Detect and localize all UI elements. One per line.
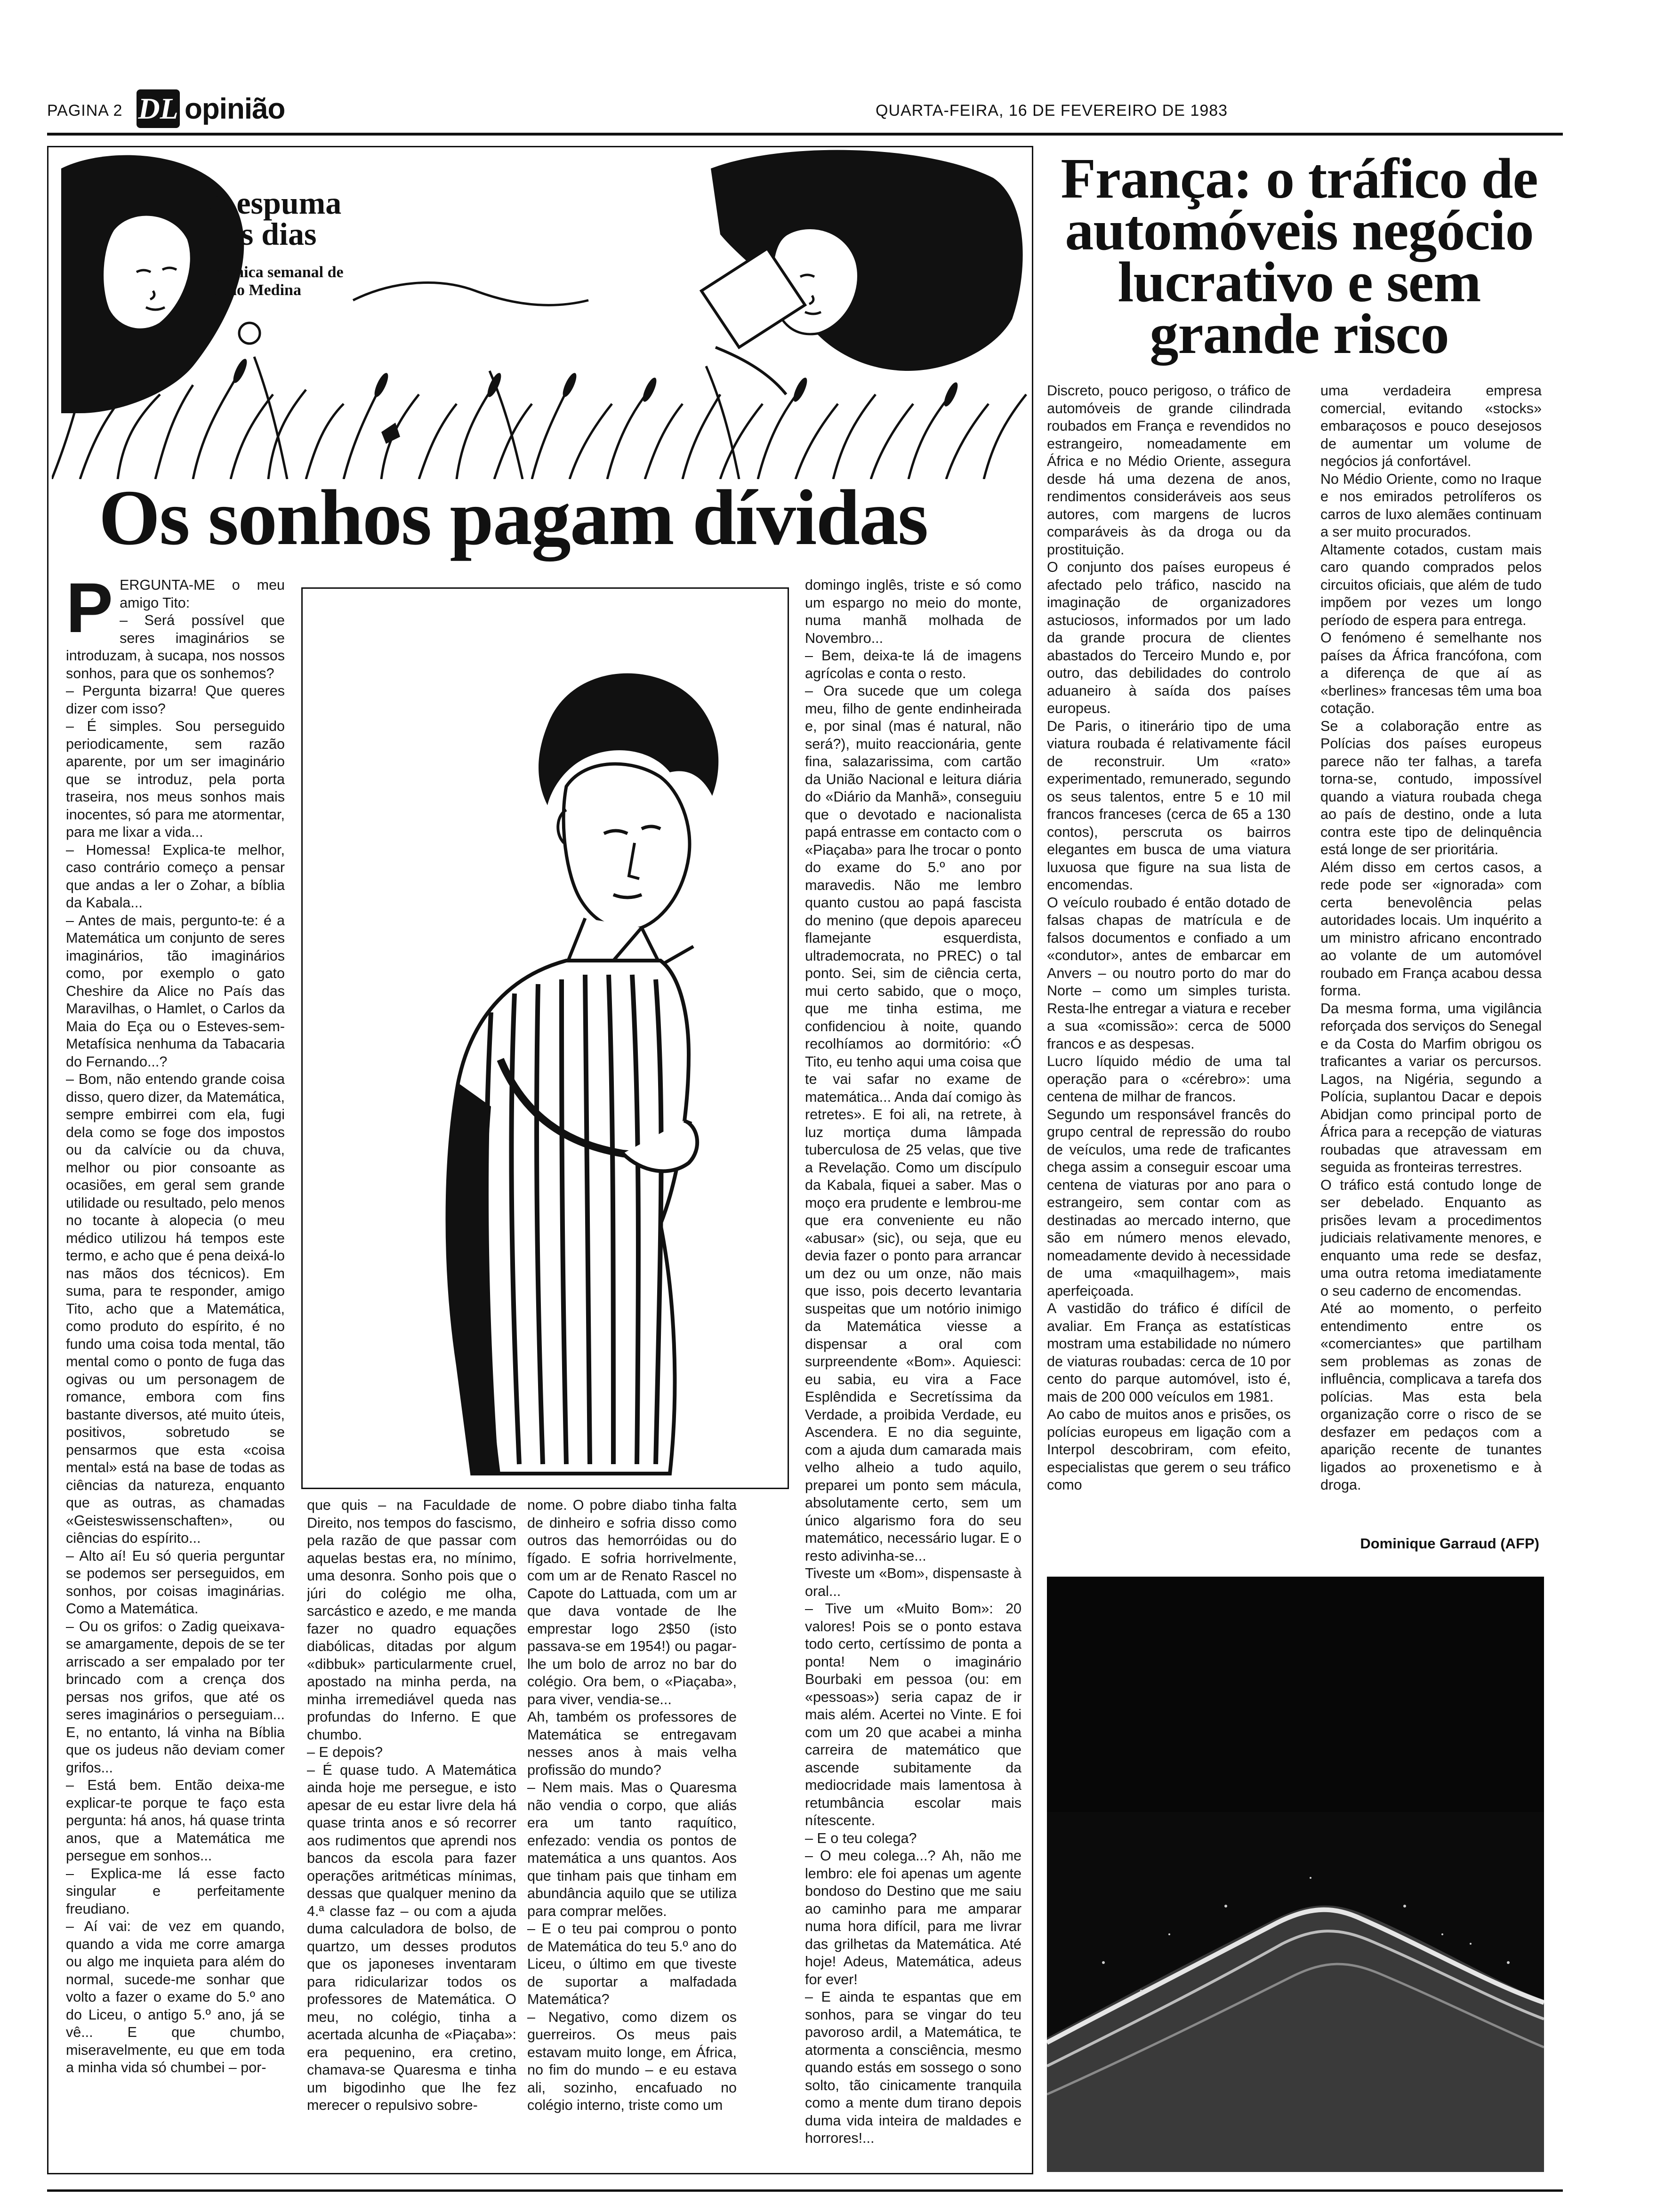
- right-article-column-2: [1320, 382, 1542, 1531]
- paragraph: – Antes de mais, pergunto-te: é a Matemática um conjunto de seres imaginários, tão imaginários como, por exemplo o gato Cheshire da Alice no País das Maravilhas, o Hamlet, o Carlos da Maia do Eça ou o Esteves-sem-Metafísica nenhuma da Tabacaria do Fernando...?: [66, 912, 285, 1070]
- byline: Dominique Garraud (AFP): [1360, 1535, 1539, 1552]
- paragraph: – Será possível que seres imaginários se introduzam, à sucapa, nos nossos sonhos, para que os sonhemos?: [66, 612, 285, 681]
- paragraph: – Bom, não entendo grande coisa disso, quero dizer, da Matemática, sempre embirrei com ela, fugi dela como se foge dos impostos ou da calvície ou da chuva, melhor ou pior consoante as ocasiões, em geral sem grande utilidade ou resultado, pelo menos no tocante à alopecia (o meu médico utilizou há tempos este termo, e acho que é pena deixá-lo nas mãos dos técnicos). Em suma, para te responder, amigo Tito, acho que a Matemática, como produto do espírito, é no fundo uma coisa toda mental, tão mental como o ponto de fuga das ogivas ou um personagem de romance, embora com fins bastante diversos, até muito úteis, positivos, sobretudo se pensarmos que esta «coisa mental» está na base de todas as ciências da natureza, enquanto que as outras, as chamadas «Geisteswissenschaften», ou ciências do espírito...: [66, 1071, 285, 1546]
- paragraph: Lucro líquido médio de uma tal operação para o «cérebro»: uma centena de milhar de francos.: [1047, 1053, 1291, 1105]
- paragraph: A vastidão do tráfico é difícil de avaliar. Em França as estatísticas mostram uma estabilidade no número de viaturas roubadas: cerca de 10 por cento do parque automóvel, isto é, mais de 200 000 veículos em 1981.: [1047, 1300, 1291, 1405]
- frame-bottom: [47, 2173, 1033, 2174]
- paragraph: Ah, também os professores de Matemática se entregavam nesses anos à mais velha profissão do mundo?: [527, 1709, 737, 1778]
- paragraph: – Negativo, como dizem os guerreiros. Os meus pais estavam muito longe, em África, no fim do mundo – e eu estava ali, sozinho, encafuado no colégio interno, triste como um: [527, 2009, 737, 2113]
- paragraph: – Pergunta bizarra! Que queres dizer com isso?: [66, 683, 285, 717]
- right-headline: França: o tráfico de automóveis negócio lucrativo e sem grande risco: [1061, 147, 1538, 366]
- frame-left: [47, 146, 48, 2174]
- left-article-column-3: [527, 1497, 737, 2165]
- paragraph: – Bem, deixa-te lá de imagens agrícolas e conta o resto.: [805, 648, 1022, 681]
- paragraph: Altamente cotados, custam mais caro quando comprados pelos circuitos oficiais, que além de tudo impõem por vezes um longo período de espera para entrega.: [1320, 541, 1542, 628]
- left-article-column-4: [805, 577, 1022, 2165]
- paragraph: – E ainda te espantas que em sonhos, para se vingar do teu pavoroso ardil, a Matemática, te atormenta a consciência, mesmo quando estás em sossego o sono solto, tão cinicamente tranquila como a mente dum tirano depois duma vida inteira de maldades e horrores!...: [805, 1989, 1022, 2146]
- left-article-column-2: [307, 1497, 516, 2165]
- paragraph: que quis – na Faculdade de Direito, nos tempos do fascismo, pela razão de que passar com aquelas bestas era, no mínimo, uma desonra. Sonho pois que o júri do colégio me olha, sarcástico e azedo, e me manda fazer no quadro equações diabólicas, ditadas por algum «dibbuk» particularmente cruel, apostado na minha perda, na minha irremediável queda nas profundas do Inferno. E que chumbo.: [307, 1497, 516, 1743]
- issue-date: QUARTA-FEIRA, 16 DE FEVEREIRO DE 1983: [876, 102, 1228, 120]
- paragraph: – Ora sucede que um colega meu, filho de gente endinheirada e, por sinal (mas é natural, não será?), muito reaccionária, gente fina, salazarissima, com cartão da União Nacional e leitura diária do «Diário da Manhã», conseguiu que o devotado e nacionalista papá entrasse em contacto com o «Piaçaba» para lhe trocar o ponto do exame do 5.º ano por maravedis. Não me lembro quanto custou ao papá fascista do menino (que depois apareceu flamejante esquerdista, ultrademocrata, no PREC) o tal ponto. Sei, sim de ciência certa, mui certo sabido, que o moço, que me tinha estima, me confidenciou à noite, quando recolhíamos ao dormitório: «Ó Tito, eu tenho aqui uma coisa que te vai safar no exame de matemática... Anda daí comigo às retretes». E foi ali, na retrete, à luz mortiça duma lâmpada tuberculosa de 25 velas, que tive a Revelação. Como um discípulo da Kabala, fiquei a saber. Mas o moço era prudente e lembrou-me que era conveniente eu não «abusar» (sic), ou seja, que eu devia fazer o ponto para arrancar um dez ou um onze, não mais que isso, pois decerto levantaria suspeitas que um notório inimigo da Matemática viesse a dispensar a oral com surpreendente «Bom». Aquiesci: eu sabia, eu vira a Face Esplêndida e Secretíssima da Verdade, a proibida Verdade, eu Ascendera. E no dia seguinte, com a ajuda dum camarada mais velho alheio a tudo aquilo, preparei um ponto sem mácula, absolutamente certo, sem um único algarismo fora do seu matemático, necessário lugar. E o resto adivinha-se...: [805, 683, 1022, 1564]
- paragraph: O conjunto dos países europeus é afectado pelo tráfico, nascido na imaginação de organizadores astuciosos, informados por um lado da grande procura de clientes abastados do Terceiro Mundo e, por outro, das debilidades do controlo aduaneiro à saída dos países europeus.: [1047, 559, 1291, 716]
- boy-portrait-illustration: [303, 589, 788, 1488]
- drop-cap: P: [66, 577, 113, 647]
- paragraph: – Tive um «Muito Bom»: 20 valores! Pois se o ponto estava todo certo, certíssimo de ponta a ponta! Nem o imaginário Bourbaki em pessoa (ou: em «pessoas») seria capaz de ir mais além. Acertei no Vinte. E foi com um 20 que acabei a minha carreira de matemático que ascende subitamente da mediocridade mais lamentosa à retumbância escolar mais nítescente.: [805, 1601, 1022, 1828]
- illustration-frame: [301, 587, 789, 1489]
- paragraph: Se a colaboração entre as Polícias dos países europeus parece não ter falhas, a tarefa torna-se, contudo, impossível quando a viatura roubada chega ao país de destino, onde a luta contra este tipo de delinquência está longe de ser prioritária.: [1320, 718, 1542, 858]
- column-feature-title: A espuma dos dias: [207, 185, 342, 252]
- paragraph: – Aí vai: de vez em quando, quando a vida me corre amarga ou algo me inquieta para além do normal, sucede-me sonhar que volto a fazer o exame do 5.º ano do Liceu, o antigo 5.º ano, já se vê... E que chumbo, miseravelmente, eu que em toda a minha vida só chumbei – por-: [66, 1918, 285, 2076]
- paragraph: – É quase tudo. A Matemática ainda hoje me persegue, e isto apesar de eu estar livre dela há quase trinta anos e só recorrer aos rudimentos que aprendi nos bancos da escola para fazer operações aritméticas mínimas, dessas que qualquer menino da 4.ª classe faz – ou com a ajuda duma calculadora de bolso, de quartzo, um desses produtos que os japoneses inventaram para ridicularizar todos os professores de Matemática. O meu, no colégio, tinha a acertada alcunha de «Piaçaba»: era pequenino, era cretino, chamava-se Quaresma e tinha um bigodinho que lhe fez merecer o repulsivo sobre-: [307, 1762, 516, 2113]
- paragraph: – Ou os grifos: o Zadig queixava-se amargamente, depois de se ter arriscado a ser empalado por ter brincado com a crença dos persas nos grifos, que até os seres imaginários o perseguiam... E, no entanto, lá vinha na Bíblia que os judeus não deviam comer grifos...: [66, 1618, 285, 1776]
- paragraph: De Paris, o itinerário tipo de uma viatura roubada é relativamente fácil de reconstruir. Um «rato» experimentado, remunerado, segundo os seus talentos, entre 5 e 10 mil francos franceses (cerca de 65 a 130 contos), perscruta os bairros elegantes em busca de uma viatura luxuosa que figure na sua lista de encomendas.: [1047, 718, 1291, 893]
- header-rule: [47, 133, 1563, 136]
- paragraph: – Explica-me lá esse facto singular e perfeitamente freudiano.: [66, 1865, 285, 1917]
- paragraph: O veículo roubado é então dotado de falsas chapas de matrícula e de falsos documentos e confiado a um «condutor», antes de embarcar em Anvers – ou noutro porto do mar do Norte – como um simples turista. Resta-lhe entregar a viatura e receber a sua «comissão»: cerca de 5000 francos e as despesas.: [1047, 894, 1291, 1052]
- paragraph: Além disso em certos casos, a rede pode ser «ignorada» com certa benevolência pelas autoridades locais. Um inquérito a um ministro africano encontrado ao volante de um automóvel roubado em França acabou dessa forma.: [1320, 859, 1542, 999]
- paragraph: No Médio Oriente, como no Iraque e nos emirados petrolíferos os carros de luxo alemães continuam a ser muito procurados.: [1320, 471, 1542, 540]
- right-article-column-1: [1047, 382, 1291, 1540]
- paragraph: Discreto, pouco perigoso, o tráfico de automóveis de grande cilindrada roubados em França e revendidos no estrangeiro, nomeadamente em África e no Médio Oriente, assegura desde há uma dezena de anos, rendimentos consideráveis aos seus autores, com margens de lucros comparáveis às da droga ou da prostituição.: [1047, 383, 1291, 558]
- paragraph: Tiveste um «Bom», dispensaste à oral...: [805, 1565, 1022, 1599]
- light-trails-image: [1047, 1577, 1544, 2172]
- paragraph: Ao cabo de muitos anos e prisões, os polícias europeus em ligação com a Interpol descobriram, com efeito, especialistas que gerem o seu tráfico como: [1047, 1406, 1291, 1493]
- paragraph: O fenómeno é semelhante nos países da África francófona, com a diferença de que aí as «berlines» francesas têm uma boa cotação.: [1320, 630, 1542, 716]
- frame-right: [1032, 146, 1033, 2174]
- paragraph: – E o teu colega?: [805, 1830, 917, 1846]
- paragraph: Da mesma forma, uma vigilância reforçada dos serviços do Senegal e da Costa do Marfim obrigou os traficantes a variar os percursos. Lagos, na Nigéria, segundo a Polícia, suplantou Dacar e depois Abidjan como principal porto de África para a recepção de viaturas roubadas que atravessam em seguida as fronteiras terrestres.: [1320, 1000, 1542, 1175]
- paragraph: – Alto aí! Eu só queria perguntar se podemos ser perseguidos, em sonhos, por coisas imaginárias. Como a Matemática.: [66, 1547, 285, 1617]
- paragraph: Segundo um responsável francês do grupo central de repressão do roubo de veículos, uma rede de traficantes chega assim a conseguir escoar uma centena de viaturas por ano para o estrangeiro, sem contar com as destinadas ao mercado interno, que são em número menos elevado, nomeadamente devido à necessidade de uma «maquilhagem», mais aperfeiçoada.: [1047, 1106, 1291, 1299]
- paragraph: – E depois?: [307, 1744, 383, 1760]
- paragraph: domingo inglês, triste e só como um espargo no meio do monte, numa manhã molhada de Novembro...: [805, 577, 1022, 646]
- paragraph: uma verdadeira empresa comercial, evitando «stocks» embaraçosos e pouco desejosos de aumentar um volume de negócios já confortável.: [1320, 383, 1542, 469]
- section-logo: [137, 89, 285, 128]
- column-header-illustration: [52, 150, 1029, 479]
- paragraph: nome. O pobre diabo tinha falta de dinheiro e sofria disso como outros das hemorróidas ou do fígado. E sofria horrivelmente, com um ar de Renato Rascel no Capote do Lattuada, com um ar que dava vontade de lhe emprestar logo 2$50 (isto passava-se em 1954!) ou pagar-lhe um bolo de arroz no bar do colégio. Ora bem, o «Piaçaba», para viver, vendia-se...: [527, 1497, 737, 1707]
- paragraph: – Homessa! Explica-te melhor, caso contrário começo a pensar que andas a ler o Zohar, a bíblia da Kabala...: [66, 842, 285, 911]
- paragraph: – Está bem. Então deixa-me explicar-te porque te faço esta pergunta: há anos, há quase trinta anos, que a Matemática me persegue em sonhos...: [66, 1777, 285, 1864]
- night-highway-photo: [1047, 1577, 1544, 2172]
- paragraph: Até ao momento, o perfeito entendimento entre os «comerciantes» que partilham sem problemas as zonas de influência, complicava a tarefa dos polícias. Mas esta bela organização corre o risco de se desfazer em pedaços com a aparição recente de tunantes ligados ao proxenetismo e à droga.: [1320, 1300, 1542, 1493]
- frame-top: [47, 146, 1033, 147]
- page-number: PAGINA 2: [47, 102, 123, 120]
- section-name: opinião: [185, 92, 285, 125]
- paragraph: ERGUNTA-ME o meu amigo Tito:: [120, 577, 285, 611]
- footer-rule: [47, 2189, 1563, 2192]
- left-article-column-1: [66, 577, 285, 2165]
- column-feature-subtitle: crónica semanal de João Medina: [213, 264, 344, 299]
- paragraph: O tráfico está contudo longe de ser debelado. Enquanto as prisões levam a procedimentos judiciais relativamente menores, e enquanto uma rede se desfaz, uma outra retoma imediatamente o seu caderno de encomendas.: [1320, 1177, 1542, 1299]
- paragraph: – E o teu pai comprou o ponto de Matemática do teu 5.º ano do Liceu, o último em que tiveste de suportar a malfadada Matemática?: [527, 1921, 737, 2007]
- newspaper-logo-icon: DL: [137, 89, 180, 128]
- paragraph: – É simples. Sou perseguido periodicamente, sem razão aparente, por um ser imaginário que se introduz, pela porta traseira, nos meus sonhos mais inocentes, só para me atormentar, para me lixar a vida...: [66, 718, 285, 840]
- left-headline: Os sonhos pagam dívidas: [98, 474, 928, 561]
- paragraph: – Nem mais. Mas o Quaresma não vendia o corpo, que aliás era um tanto raquítico, enfezado: vendia os pontos de matemática a uns quantos. Aos que tinham pais que tinham em abundância aquilo que se utiliza para comprar melões.: [527, 1779, 737, 1919]
- paragraph: – O meu colega...? Ah, não me lembro: ele foi apenas um agente bondoso do Destino que me saiu ao caminho para me amparar numa hora difícil, para me livrar das grilhetas da Matemática. Até hoje! Adeus, Matemática, adeus for ever!: [805, 1848, 1022, 1988]
